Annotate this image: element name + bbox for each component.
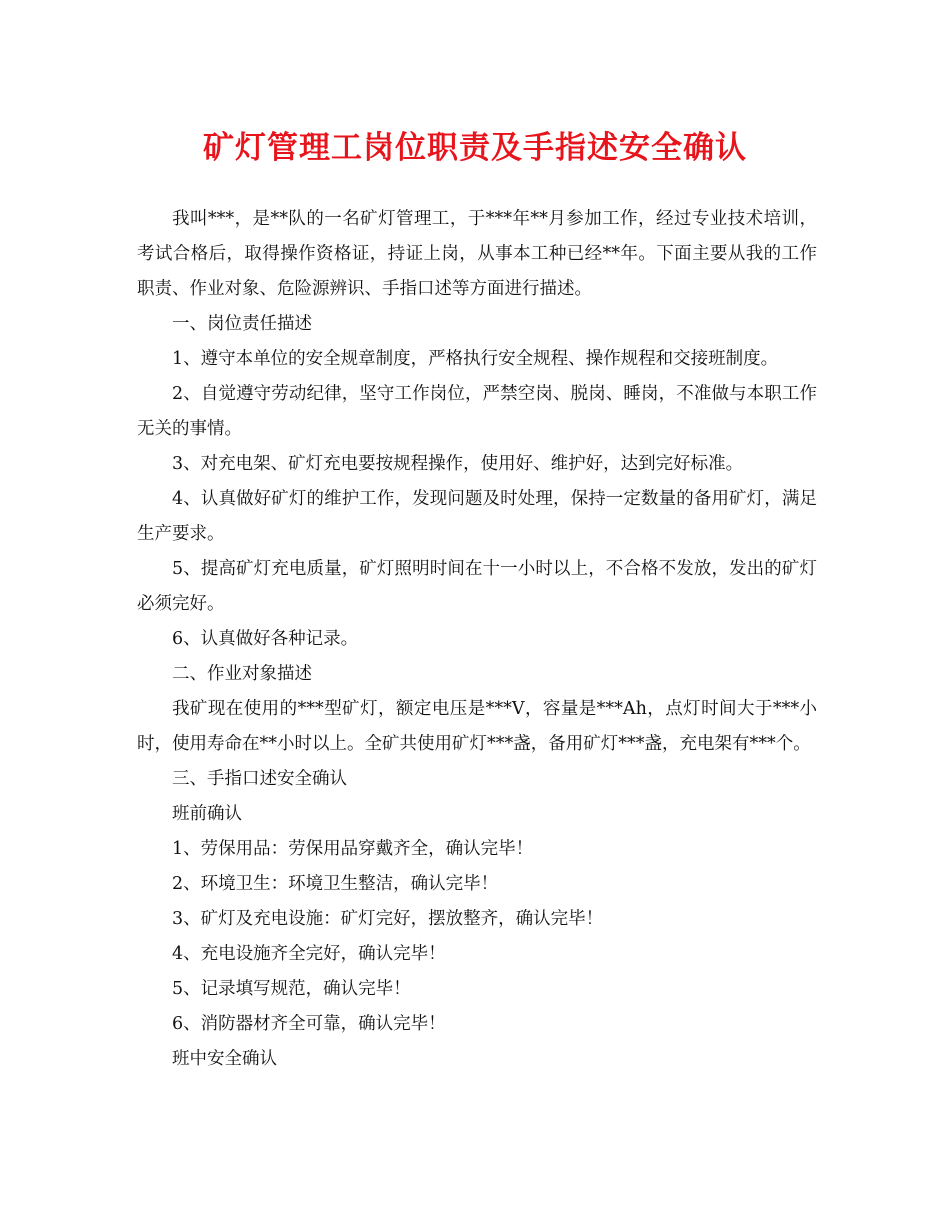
duty-item: 5、提高矿灯充电质量，矿灯照明时间在十一小时以上，不合格不发放，发出的矿灯必须完好。 — [137, 559, 817, 614]
confirmation-item: 1、劳保用品：劳保用品穿戴齐全，确认完毕！ — [172, 839, 534, 859]
confirmation-item: 4、充电设施齐全完好，确认完毕！ — [172, 944, 446, 964]
document-title: 矿灯管理工岗位职责及手指述安全确认 — [203, 130, 747, 166]
subheading-pre-shift: 班前确认 — [172, 804, 242, 824]
confirmation-item: 3、矿灯及充电设施：矿灯完好，摆放整齐，确认完毕！ — [172, 909, 604, 929]
confirmation-item: 5、记录填写规范，确认完毕！ — [172, 979, 411, 999]
section-heading-confirmation: 三、手指口述安全确认 — [172, 769, 347, 789]
duty-item: 3、对充电架、矿灯充电要按规程操作，使用好、维护好，达到完好标准。 — [172, 454, 744, 474]
confirmation-item: 2、环境卫生：环境卫生整洁，确认完毕！ — [172, 874, 499, 894]
subheading-mid-shift: 班中安全确认 — [172, 1049, 277, 1069]
document-body — [137, 202, 817, 1077]
duty-item: 4、认真做好矿灯的维护工作，发现问题及时处理，保持一定数量的备用矿灯，满足生产要求。 — [137, 489, 817, 544]
duty-item: 1、遵守本单位的安全规章制度，严格执行安全规程、操作规程和交接班制度。 — [172, 349, 779, 369]
confirmation-item: 6、消防器材齐全可靠，确认完毕！ — [172, 1014, 446, 1034]
duty-item: 2、自觉遵守劳动纪律，坚守工作岗位，严禁空岗、脱岗、睡岗，不准做与本职工作无关的事情。 — [137, 384, 817, 439]
section-heading-work-object: 二、作业对象描述 — [172, 664, 312, 684]
duty-item: 6、认真做好各种记录。 — [172, 629, 359, 649]
intro-paragraph: 我叫***，是**队的一名矿灯管理工，于***年**月参加工作，经过专业技术培训，考试合格后，取得操作资格证，持证上岗，从事本工种已经**年。下面主要从我的工作职责、作业对象、危险源辨识、手指口述等方面进行描述。 — [137, 209, 817, 299]
section-heading-duties: 一、岗位责任描述 — [172, 314, 312, 334]
work-object-paragraph: 我矿现在使用的***型矿灯，额定电压是***V，容量是***Ah，点灯时间大于***小时，使用寿命在**小时以上。全矿共使用矿灯***盏，备用矿灯***盏，充电架有***个。 — [137, 699, 817, 754]
